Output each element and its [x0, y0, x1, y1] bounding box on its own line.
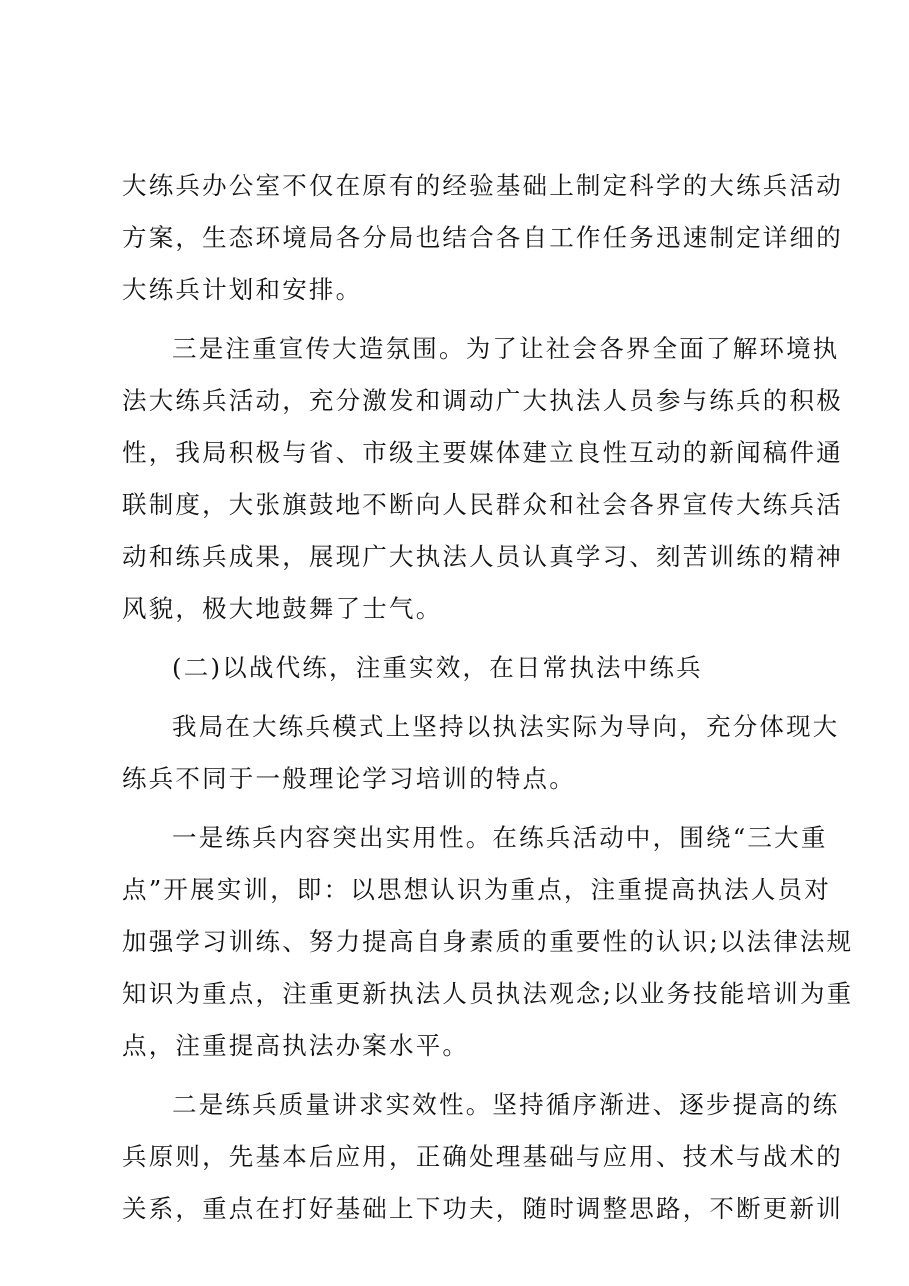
text-line: 法大练兵活动，充分激发和调动广大执法人员参与练兵的积极 — [122, 386, 843, 415]
text-line: 点，注重提高执法办案水平。 — [122, 1031, 470, 1060]
text-line: 大练兵计划和安排。 — [122, 275, 363, 304]
text-line: 知识为重点，注重更新执法人员执法观念;以业务技能培训为重 — [122, 979, 854, 1008]
paragraph-start-line: 三是注重宣传大造氛围。为了让社会各界全面了解环境执 — [172, 334, 840, 363]
paragraph-start-line: 一是练兵内容突出实用性。在练兵活动中，围绕“三大重 — [172, 823, 828, 852]
text-line: 大练兵办公室不仅在原有的经验基础上制定科学的大练兵活动 — [122, 171, 843, 200]
text-line: 加强学习训练、努力提高自身素质的重要性的认识;以法律法规 — [122, 927, 854, 956]
text-line: 练兵不同于一般理论学习培训的特点。 — [122, 764, 576, 793]
text-line: 方案，生态环境局各分局也结合各自工作任务迅速制定详细的 — [122, 223, 843, 252]
text-line: 关系，重点在打好基础上下功夫，随时调整思路，不断更新训 — [122, 1194, 843, 1223]
text-line: 点”开展实训，即：以思想认识为重点，注重提高执法人员对 — [122, 875, 831, 904]
document-body — [122, 160, 854, 1235]
paragraph-start-line: 我局在大练兵模式上坚持以执法实际为导向，充分体现大 — [172, 712, 840, 741]
text-line: 风貌，极大地鼓舞了士气。 — [122, 594, 443, 623]
text-line: 兵原则，先基本后应用，正确处理基础与应用、技术与战术的 — [122, 1142, 843, 1171]
paragraph-start-line: 二是练兵质量讲求实效性。坚持循序渐进、逐步提高的练 — [172, 1090, 840, 1119]
text-line: 动和练兵成果，展现广大执法人员认真学习、刻苦训练的精神 — [122, 542, 843, 571]
text-line: 性，我局积极与省、市级主要媒体建立良性互动的新闻稿件通 — [122, 438, 843, 467]
text-line: 联制度，大张旗鼓地不断向人民群众和社会各界宣传大练兵活 — [122, 490, 843, 519]
section-heading: (二)以战代练，注重实效，在日常执法中练兵 — [172, 653, 703, 682]
